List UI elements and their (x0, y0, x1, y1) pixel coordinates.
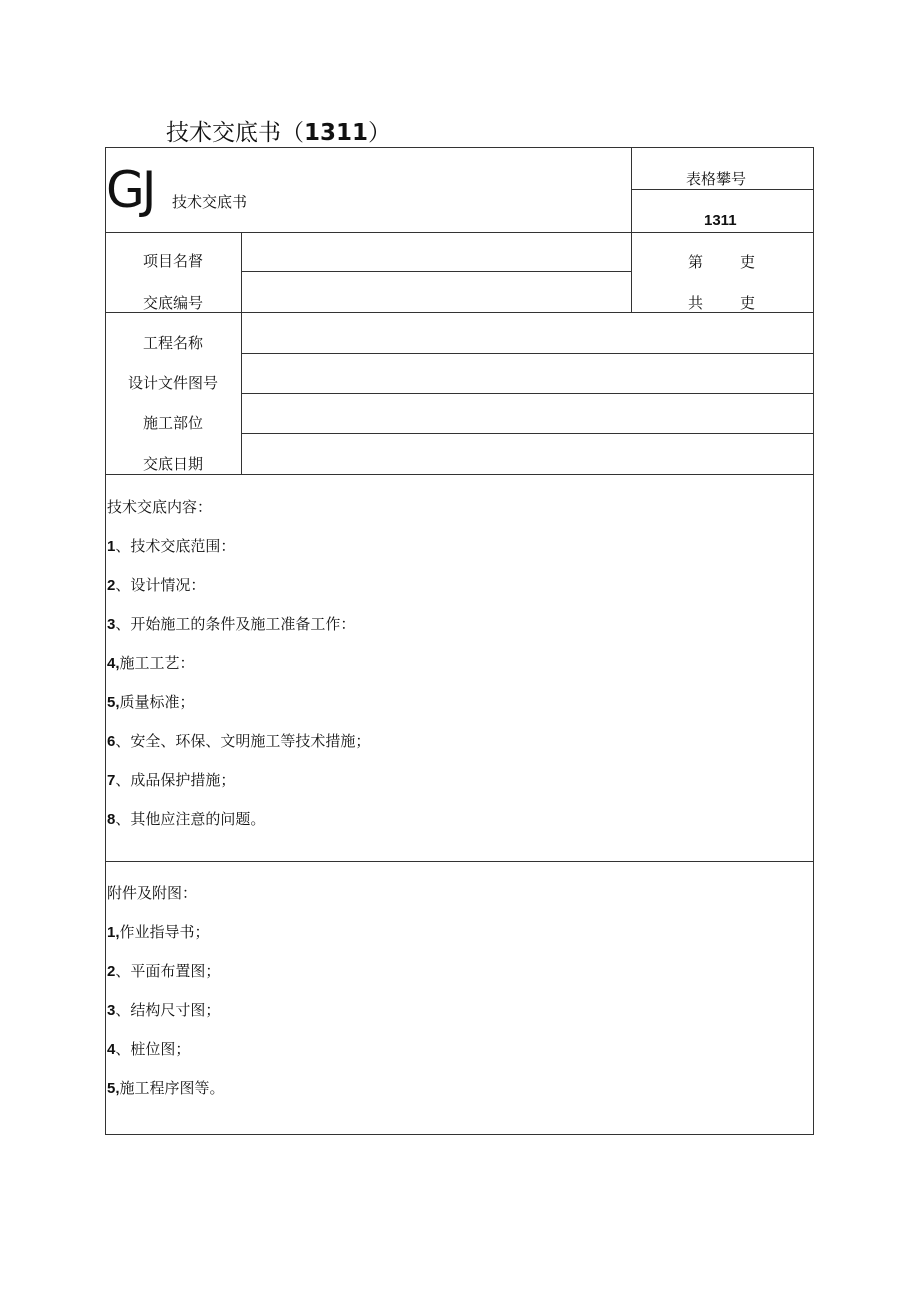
item-text: 安全、环保、文明施工等技术措施； (130, 732, 371, 750)
item-number: 4 (107, 1041, 116, 1058)
divider-form-number (631, 189, 814, 190)
item-separator: 、 (115, 771, 131, 789)
item-text: 其他应注意的问题。 (130, 810, 266, 828)
content-item (107, 730, 370, 751)
document-title-prefix: 技术交底书（ (166, 120, 304, 146)
gj-logo: GJ (106, 161, 154, 219)
divider-field-3 (241, 353, 814, 354)
item-separator: 、 (115, 1001, 131, 1019)
item-separator: , (115, 694, 120, 711)
item-text: 技术交底范围： (130, 537, 236, 555)
field-label-project-name: 项目名督 (142, 252, 203, 270)
item-text: 平面布置图； (130, 962, 221, 980)
table-border-top (105, 147, 814, 148)
page-unit: 吏 (740, 253, 756, 271)
divider-field-4 (241, 393, 814, 394)
item-separator: 、 (115, 615, 131, 633)
document-title (166, 114, 391, 147)
item-number: 3 (107, 1002, 116, 1019)
item-text: 施工工艺： (119, 654, 195, 672)
attachment-item (107, 921, 210, 942)
total-label: 共 (688, 294, 704, 312)
attachment-item (107, 960, 220, 981)
item-number: 6 (107, 733, 116, 750)
item-number: 5 (107, 694, 116, 711)
divider-attachments (105, 861, 814, 862)
table-border-bottom (105, 1134, 814, 1135)
table-border-right (813, 147, 814, 1135)
content-item (107, 652, 195, 673)
item-text: 施工程序图等。 (119, 1079, 225, 1097)
document-title-suffix: ） (368, 120, 392, 146)
item-text: 成品保护措施； (130, 771, 236, 789)
item-number: 8 (107, 811, 116, 828)
content-item (107, 613, 355, 634)
total-unit: 吏 (740, 294, 756, 312)
content-item (107, 574, 205, 595)
item-separator: , (115, 655, 120, 672)
item-number: 2 (107, 577, 116, 594)
item-number: 7 (107, 772, 116, 789)
item-text: 质量标准； (119, 693, 195, 711)
item-separator: , (115, 924, 120, 941)
field-label-disclosure-date: 交底日期 (142, 455, 203, 473)
logo-caption: 技术交底书 (172, 193, 248, 211)
content-item (107, 691, 195, 712)
item-separator: 、 (115, 537, 131, 555)
item-text: 开始施工的条件及施工准备工作： (130, 615, 356, 633)
item-number: 5 (107, 1080, 116, 1097)
item-separator: 、 (115, 576, 131, 594)
item-text: 桩位图； (130, 1040, 191, 1058)
item-text: 结构尺寸图； (130, 1001, 221, 1019)
divider-label-column (241, 232, 242, 474)
divider-content (105, 474, 814, 475)
item-separator: 、 (115, 732, 131, 750)
attachment-item (107, 1077, 225, 1098)
divider-field-1 (241, 271, 631, 272)
attachment-item (107, 999, 220, 1020)
divider-field-5 (241, 433, 814, 434)
form-number-label: 表格攀号 (686, 170, 747, 188)
item-number: 3 (107, 616, 116, 633)
attachments-heading: 附件及附图： (107, 884, 198, 902)
document-title-code: 1311 (304, 120, 369, 146)
item-number: 2 (107, 963, 116, 980)
field-label-drawing-number: 设计文件图号 (127, 374, 218, 392)
item-text: 设计情况： (130, 576, 206, 594)
field-label-project-title: 工程名称 (142, 334, 203, 352)
divider-header (105, 232, 814, 233)
content-item (107, 808, 265, 829)
field-label-construction-part: 施工部位 (142, 414, 203, 432)
form-number: 1311 (704, 212, 737, 229)
item-separator: , (115, 1080, 120, 1097)
page-label: 第 (688, 253, 704, 271)
item-separator: 、 (115, 1040, 131, 1058)
item-text: 作业指导书； (119, 923, 210, 941)
content-item (107, 769, 235, 790)
item-separator: 、 (115, 810, 131, 828)
item-number: 4 (107, 655, 116, 672)
content-item (107, 535, 235, 556)
item-number: 1 (107, 924, 116, 941)
attachment-item (107, 1038, 190, 1059)
field-label-disclosure-number: 交底编号 (142, 294, 203, 312)
item-number: 1 (107, 538, 116, 555)
content-heading: 技术交底内容： (107, 498, 213, 516)
divider-right-column (631, 147, 632, 312)
item-separator: 、 (115, 962, 131, 980)
